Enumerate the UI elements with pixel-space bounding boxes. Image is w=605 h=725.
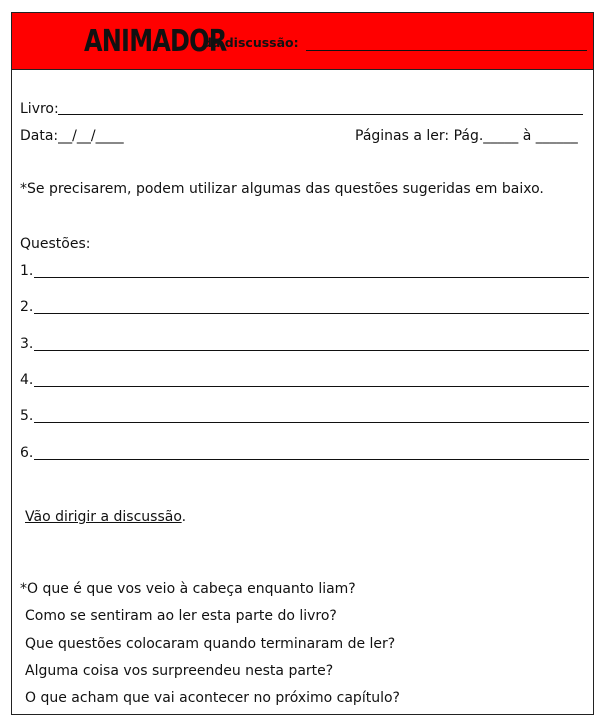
question-number: 4.	[20, 372, 34, 388]
brand-title: ANIMADOR	[84, 24, 227, 59]
question-line-2[interactable]	[34, 313, 589, 314]
paginas-label: Páginas a ler: Pág._____ à ______	[355, 128, 578, 144]
suggested-question: *O que é que vos veio à cabeça enquanto liam?	[20, 581, 356, 597]
lead-suffix: .	[181, 509, 187, 525]
suggested-question: Alguma coisa vos surpreendeu nesta parte?	[25, 663, 334, 679]
header-banner	[12, 13, 593, 70]
suggestion-note: *Se precisarem, podem utilizar algumas das questões sugeridas em baixo.	[20, 181, 544, 197]
questions-title: Questões:	[20, 236, 91, 252]
question-line-3[interactable]	[34, 350, 589, 351]
question-number: 5.	[20, 408, 34, 424]
question-line-1[interactable]	[34, 277, 589, 278]
header-subtitle: da discussão:	[203, 35, 299, 50]
question-number: 3.	[20, 336, 34, 352]
livro-label: Livro:	[20, 101, 59, 117]
question-line-5[interactable]	[34, 422, 589, 423]
worksheet	[11, 12, 594, 715]
suggested-question: O que acham que vai acontecer no próximo capítulo?	[25, 690, 400, 706]
lead-link[interactable]: Vão dirigir a discussão	[25, 509, 182, 525]
question-number: 6.	[20, 445, 34, 461]
data-label: Data:__/__/____	[20, 128, 124, 144]
suggested-question: Que questões colocaram quando terminaram de ler?	[25, 636, 396, 652]
lead-text	[25, 510, 186, 524]
question-number: 1.	[20, 263, 34, 279]
question-number: 2.	[20, 299, 34, 315]
header-name-line[interactable]	[306, 50, 587, 51]
question-line-6[interactable]	[34, 459, 589, 460]
question-line-4[interactable]	[34, 386, 589, 387]
suggested-question: Como se sentiram ao ler esta parte do livro?	[25, 608, 337, 624]
livro-line[interactable]	[58, 114, 583, 115]
